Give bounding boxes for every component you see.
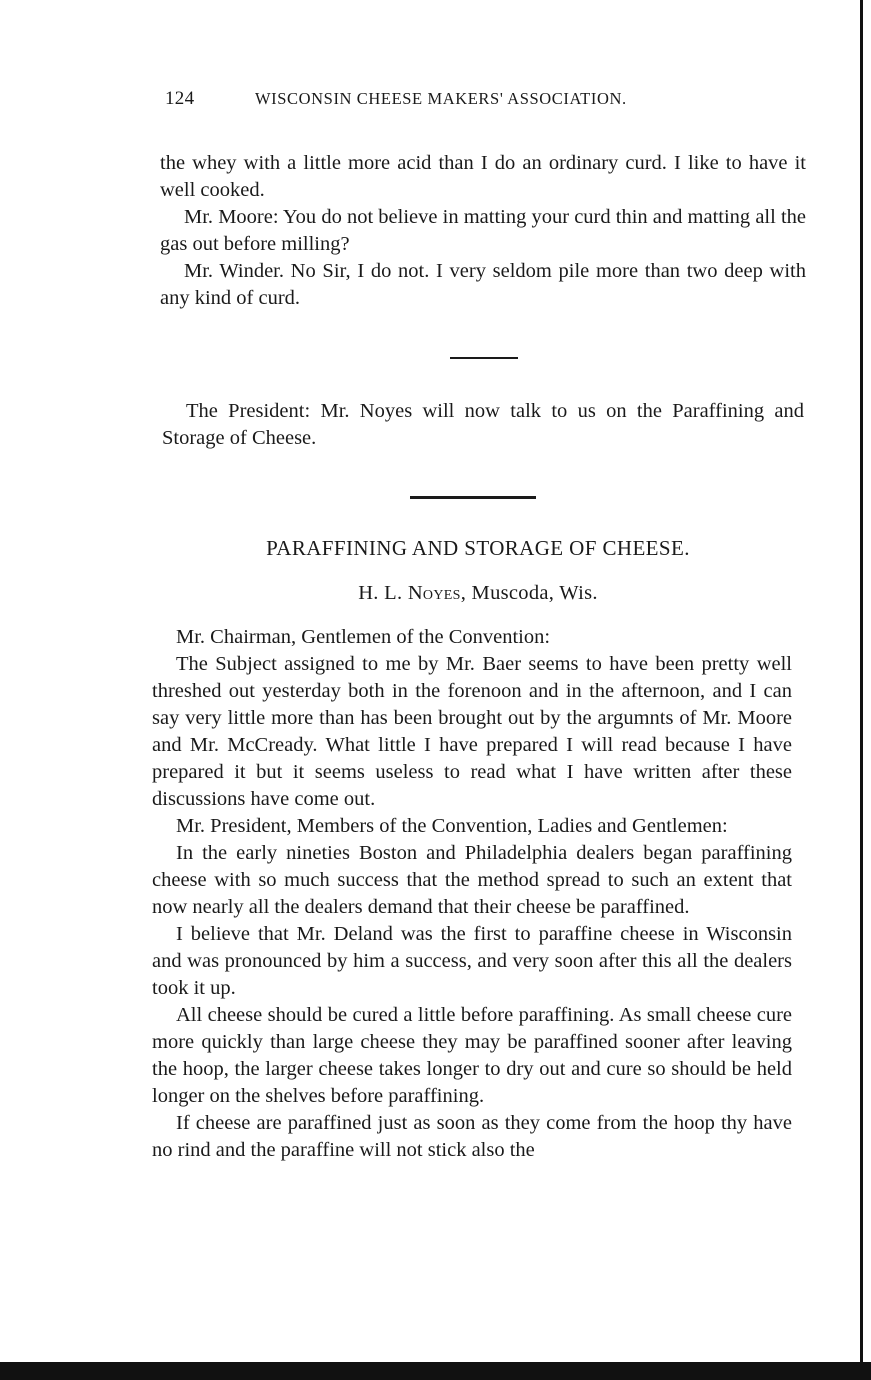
page-number: 124: [165, 88, 195, 109]
paragraph: The Subject assigned to me by Mr. Baer seems to have been pretty well threshed out yesterday both in the forenoon and in the afternoon, and I can say very little more than has been brought out by the argumnts of Mr. Moore and Mr. McCready. What little I have prepared I will read because I have prepared it but it seems useless to read what I have written after these discussions have come out.: [152, 653, 792, 810]
scan-edge-bottom: [0, 1362, 871, 1380]
paragraph: All cheese should be cured a little before paraffining. As small cheese cure more quickly than large cheese they may be paraffined sooner after leaving the hoop, the larger cheese takes longer to dry out and cure so should be held longer on the shelves before paraffining.: [152, 1004, 792, 1107]
author-initials: H. L.: [358, 582, 403, 604]
paragraph: If cheese are paraffined just as soon as they come from the hoop thy have no rind and the paraffine will not stick also the: [152, 1112, 792, 1161]
paragraph: Mr. Winder. No Sir, I do not. I very seldom pile more than two deep with any kind of curd.: [160, 260, 806, 309]
article-title: PARAFFINING AND STORAGE OF CHEESE.: [266, 536, 690, 560]
paragraph: In the early nineties Boston and Philadelphia dealers began paraffining cheese with so much success that the method spread to such an extent that now nearly all the dealers demand that their cheese be paraffined.: [152, 842, 792, 918]
president-remark-section: [162, 398, 804, 452]
president-remark: The President: Mr. Noyes will now talk to us on the Paraffining and Storage of Cheese.: [162, 400, 804, 449]
page-header: [165, 88, 725, 118]
running-head: WISCONSIN CHEESE MAKERS' ASSOCIATION.: [255, 89, 627, 108]
section-divider: [450, 357, 518, 359]
paragraph: Mr. Chairman, Gentlemen of the Convention:: [176, 626, 551, 648]
article-body: [152, 624, 792, 1164]
paragraph: the whey with a little more acid than I do an ordinary curd. I like to have it well cooked.: [160, 152, 806, 201]
article-byline: [150, 582, 806, 605]
author-surname: Noyes: [407, 582, 461, 604]
dialogue-section: [160, 150, 806, 312]
paragraph: Mr. Moore: You do not believe in matting your curd thin and matting all the gas out before milling?: [160, 206, 806, 255]
paragraph: Mr. President, Members of the Convention, Ladies and Gentlemen:: [176, 815, 728, 837]
section-divider: [410, 496, 536, 499]
paragraph: I believe that Mr. Deland was the first to paraffine cheese in Wisconsin and was pronounced by him a success, and very soon after this all the dealers took it up.: [152, 923, 792, 999]
author-location: , Muscoda, Wis.: [460, 582, 598, 604]
scan-edge-right: [860, 0, 863, 1362]
